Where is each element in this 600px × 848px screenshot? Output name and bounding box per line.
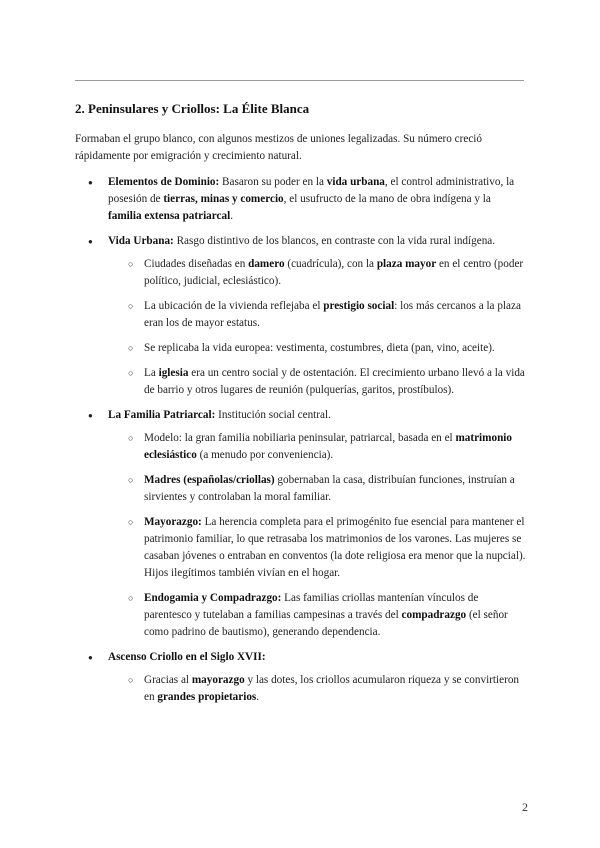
sub-item: ○ Endogamia y Compadrazgo: Las familias criollas mantenían vínculos de parentesco y tutelaban a familias campesinas a través del compadrazgo (el señor como padrino de bautismo), generando dependencia.: [108, 590, 527, 641]
page-number: 2: [522, 800, 528, 814]
main-bullet-list: [75, 174, 527, 706]
sub-item: ○ Ciudades diseñadas en damero (cuadrícula), con la plaza mayor en el centro (poder político, judicial, eclesiástico).: [108, 256, 527, 290]
sub-item: ○ Gracias al mayorazgo y las dotes, los criollos acumularon riqueza y se convirtieron en grandes propietarios.: [108, 672, 527, 706]
sub-item: ○ Se replicaba la vida europea: vestimenta, costumbres, dieta (pan, vino, aceite).: [108, 340, 527, 357]
header-divider: [75, 80, 524, 81]
document-body: [75, 101, 527, 714]
sub-item: ○ La ubicación de la vivienda reflejaba el prestigio social: los más cercanos a la plaza eran los de mayor estatus.: [108, 298, 527, 332]
bullet-dominio: ● Elementos de Dominio: Basaron su poder en la vida urbana, el control administrativo, la posesión de tierras, minas y comercio, el usufructo de la mano de obra indígena y la familia extensa patriarcal.: [75, 174, 527, 225]
section-heading: 2. Peninsulares y Criollos: La Élite Blanca: [75, 101, 310, 116]
bullet-ascenso-criollo: ● Ascenso Criollo en el Siglo XVII: ○ Gracias al mayorazgo y las dotes, los criollos acumularon riqueza y se convirtieron en grandes propietarios.: [75, 649, 527, 706]
sub-item: ○ La iglesia era un centro social y de ostentación. El crecimiento urbano llevó a la vida de barrio y otros lugares de reunión (pulquerías, garitos, prostíbulos).: [108, 365, 527, 399]
bullet-vida-urbana: ● Vida Urbana: Rasgo distintivo de los blancos, en contraste con la vida rural indígena. ○ Ciudades diseñadas en damero (cuadrícula), con la plaza mayor en el centro (poder político, judicial, eclesiástico). ○ La ubicación de la vivienda reflejaba el prestigio social: los más cercanos a la plaza eran los de mayor estatus. ○ Se replicaba la vida europea: vestimenta, costumbres, dieta (pan, vino, aceite). ○ La iglesia era un centro social y de ostentación. El crecimiento urbano llevó a la vida de barrio y otros lugares de reunión (pulquerías, garitos, prostíbulos).: [75, 233, 527, 399]
vida-urbana-subitems: [108, 256, 527, 399]
sub-item: ○ Madres (españolas/criollas) gobernaban la casa, distribuían funciones, instruían a sirvientes y controlaban la moral familiar.: [108, 472, 527, 506]
sub-item: ○ Mayorazgo: La herencia completa para el primogénito fue esencial para mantener el patrimonio familiar, lo que retrasaba los matrimonios de los varones. Las mujeres se casaban jóvenes o entraban en conventos (la dote religiosa era menor que la nupcial). Hijos ilegítimos también vivían en el hogar.: [108, 514, 527, 582]
ascenso-subitems: [108, 672, 527, 706]
sub-item: ○ Modelo: la gran familia nobiliaria peninsular, patriarcal, basada en el matrimonio eclesiástico (a menudo por conveniencia).: [108, 430, 527, 464]
bullet-familia-patriarcal: ● La Familia Patriarcal: Institución social central. ○ Modelo: la gran familia nobiliaria peninsular, patriarcal, basada en el matrimonio eclesiástico (a menudo por conveniencia). ○ Madres (españolas/criollas) gobernaban la casa, distribuían funciones, instruían a sirvientes y controlaban la moral familiar. ○ Mayorazgo: La herencia completa para el primogénito fue esencial para mantener el patrimonio familiar, lo que retrasaba los matrimonios de los varones. Las mujeres se casaban jóvenes o entraban en conventos (la dote religiosa era menor que la nupcial). Hijos ilegítimos también vivían en el hogar. ○ Endogamia y Compadrazgo: Las familias criollas mantenían vínculos de parentesco y tutelaban a familias campesinas a través del compadrazgo (el señor como padrino de bautismo), generando dependencia.: [75, 407, 527, 641]
intro-paragraph: Formaban el grupo blanco, con algunos mestizos de uniones legalizadas. Su número creció rápidamente por emigración y crecimiento natural.: [75, 133, 482, 162]
familia-subitems: [108, 430, 527, 641]
